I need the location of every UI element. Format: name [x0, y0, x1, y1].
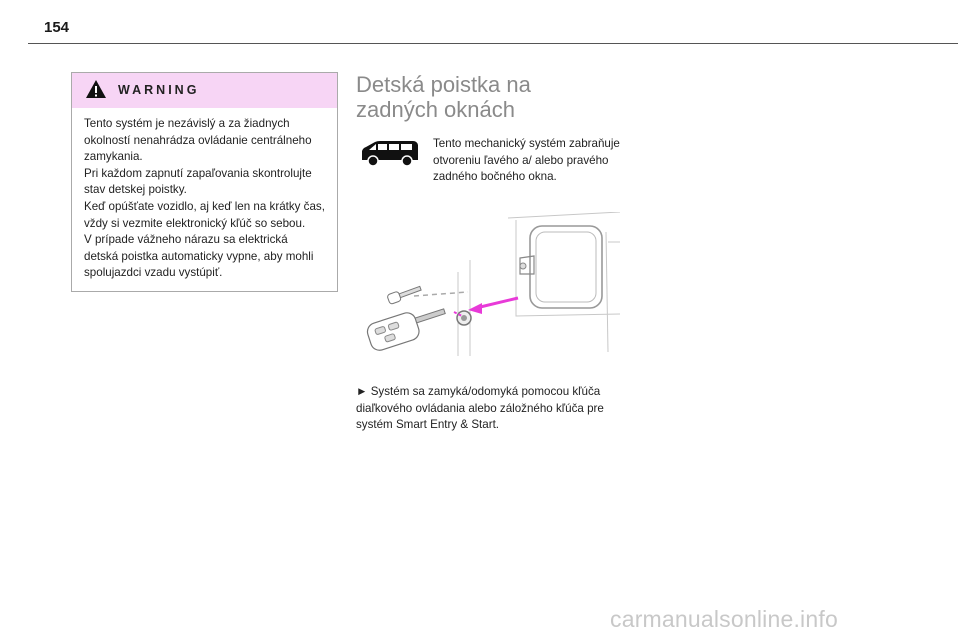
warning-box [71, 72, 338, 292]
warning-body [72, 108, 337, 282]
page-number: 154 [44, 19, 70, 36]
warning-paragraph: V prípade vážneho nárazu sa elektrická detská poistka automaticky vypne, aby mohli spolujazdci vzadu vystúpiť. [84, 233, 314, 280]
bullet-instruction: ► Systém sa zamyká/odomyká pomocou kľúča diaľkového ovládania alebo záložného kľúča pre systém Smart Entry & Start. [356, 385, 604, 432]
warning-title: WARNING [118, 83, 200, 97]
intro-text: Tento mechanický systém zabraňuje otvoreniu ľavého a/ alebo pravého zadného bočného okna. [433, 137, 620, 184]
warning-paragraph: Pri každom zapnutí zapaľovania skontrolujte stav detskej poistky. [84, 166, 312, 197]
warning-header [72, 73, 337, 108]
warning-paragraph: Tento systém je nezávislý a za žiadnych okolností nenahrádza ovládanie centrálneho zamykania. [84, 117, 312, 164]
watermark: carmanualsonline.info [610, 606, 838, 632]
header-rule [28, 43, 958, 44]
warning-paragraph: Keď opúšťate vozidlo, aj keď len na krátky čas, vždy si vezmite elektronický kľúč so sebou. [84, 199, 325, 230]
warning-triangle-icon [85, 79, 107, 99]
section-title: Detská poistka na zadných oknách [356, 72, 531, 122]
child-lock-window-illustration [358, 212, 620, 356]
van-icon [358, 138, 420, 168]
